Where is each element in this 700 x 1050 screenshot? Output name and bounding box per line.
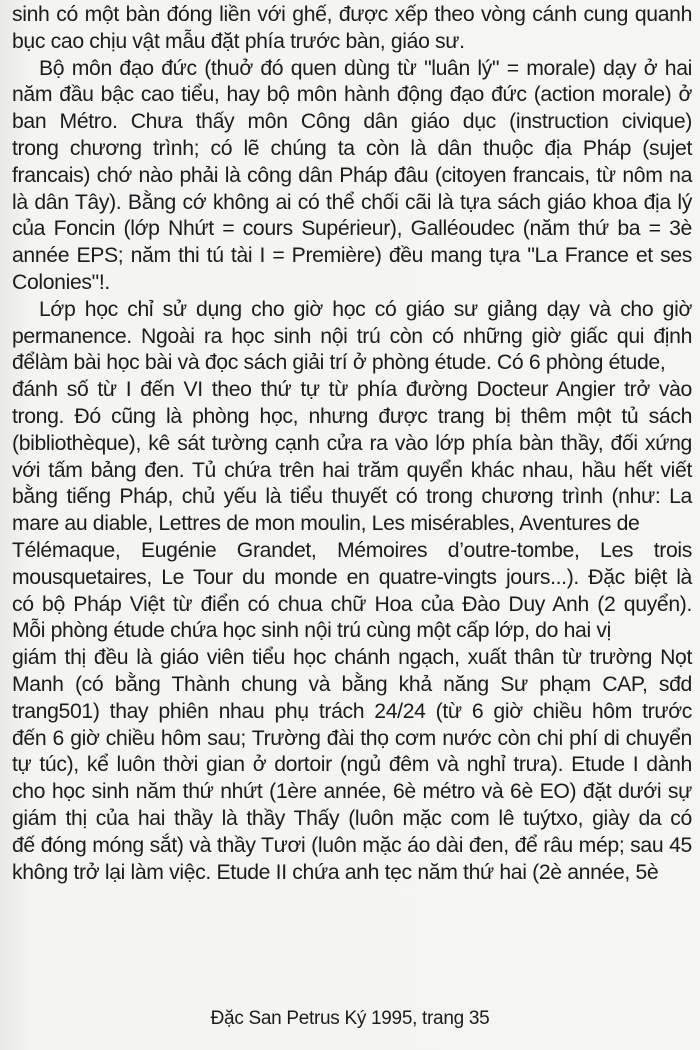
page-footer: Đặc San Petrus Ký 1995, trang 35: [210, 1008, 490, 1029]
text-line: bục cao chịu vật mẫu đặt phía trước bàn, giáo sư.: [12, 29, 465, 53]
text-line: tự túc), kể luôn thời gian ở dortoir (ngủ đêm và nghỉ trưa). Etude I dành: [12, 753, 692, 777]
text-line: giám thị của hai thầy là thầy Thấy (luôn mặc com lê tuýtxo, giày da có: [12, 806, 692, 830]
text-line: trong chương trình; có lẽ chúng ta còn là dân thuộc địa Pháp (sujet: [12, 136, 692, 160]
text-line: Mỗi phòng étude chứa học sinh nội trú cùng một cấp lớp, do hai vị: [12, 619, 611, 643]
text-line: année EPS; năm thi tú tài I = Première) đều mang tựa "La France et ses: [12, 244, 692, 268]
text-line: Colonies"!.: [12, 270, 110, 294]
text-line: Télémaque, Eugénie Grandet, Mémoires d’outre-tombe, Les trois: [12, 538, 692, 562]
text-line: giám thị đều là giáo viên tiểu học chánh ngạch, xuất thân từ trường Nọt: [12, 646, 692, 670]
text-line: đến 6 giờ chiều hôm sau; Trường đài thọ cơm nước còn chi phí di chuyển: [12, 726, 692, 750]
text-line: Lớp học chỉ sử dụng cho giờ học có giáo sư giảng dạy và cho giờ: [39, 297, 692, 321]
text-line: (bibliothèque), kê sát tường cạnh cửa ra vào lớp phía bàn thầy, đối xứng: [12, 431, 692, 455]
text-line: sinh có một bàn đóng liền với ghế, được xếp theo vòng cánh cung quanh: [12, 3, 692, 26]
body-text: [12, 2, 692, 886]
text-line: không trở lại làm việc. Etude II chứa anh tẹc năm thứ hai (2è année, 5è: [12, 860, 659, 884]
text-line: trong. Đó cũng là phòng học, nhưng được trang bị thêm một tủ sách: [12, 404, 692, 428]
text-line: năm đầu bậc cao tiểu, hay bộ môn hành động đạo đức (action morale) ở: [12, 83, 692, 107]
text-line: là dân Tây). Bằng cớ không ai có thể chối cãi là tựa sách giáo khoa địa lý: [12, 190, 692, 214]
text-line: đểlàm bài học bài và đọc sách giải trí ở phòng étude. Có 6 phòng étude,: [12, 351, 666, 375]
text-line: permanence. Ngoài ra học sinh nội trú còn có những giờ giấc qui định: [12, 324, 692, 348]
text-line: mousquetaires, Le Tour du monde en quatre-vingts jours...). Đặc biệt là: [12, 565, 692, 589]
text-line: Manh (có bằng Thành chung và bằng khả năng Sư phạm CAP, sđd: [12, 672, 692, 696]
text-line: francais) chớ nào phải là công dân Pháp đâu (citoyen francais, từ nôm na: [12, 163, 692, 187]
text-line: đế đóng móng sắt) và thầy Tươi (luôn mặc áo dài đen, để râu mép; sau 45: [12, 833, 692, 857]
text-line: của Foncin (lớp Nhứt = cours Supérieur), Galléoudec (năm thứ ba = 3è: [12, 217, 692, 241]
text-line: Bộ môn đạo đức (thuở đó quen dùng từ "luân lý" = morale) dạy ở hai: [39, 56, 692, 80]
text-line: trang501) thay phiên nhau phụ trách 24/24 (từ 6 giờ chiều hôm trước: [12, 699, 692, 723]
text-line: với tấm bảng đen. Tủ chứa trên hai trăm quyển khác nhau, hầu hết viết: [12, 458, 692, 482]
text-line: bằng tiếng Pháp, chủ yếu là tiểu thuyết có trong chương trình (như: La: [12, 485, 692, 509]
text-line: cho học sinh năm thứ nhứt (1ère année, 6è métro và 6è EO) đặt dưới sự: [12, 780, 692, 804]
text-line: đánh số từ I đến VI theo thứ tự từ phía đường Docteur Angier trở vào: [12, 378, 692, 402]
text-line: mare au diable, Lettres de mon moulin, Les misérables, Aventures de: [12, 512, 640, 536]
text-line: ban Métro. Chưa thấy môn Công dân giáo dục (instruction civique): [12, 110, 692, 134]
text-line: có bộ Pháp Việt từ điển có chua chữ Hoa của Đào Duy Anh (2 quyển).: [12, 592, 692, 616]
